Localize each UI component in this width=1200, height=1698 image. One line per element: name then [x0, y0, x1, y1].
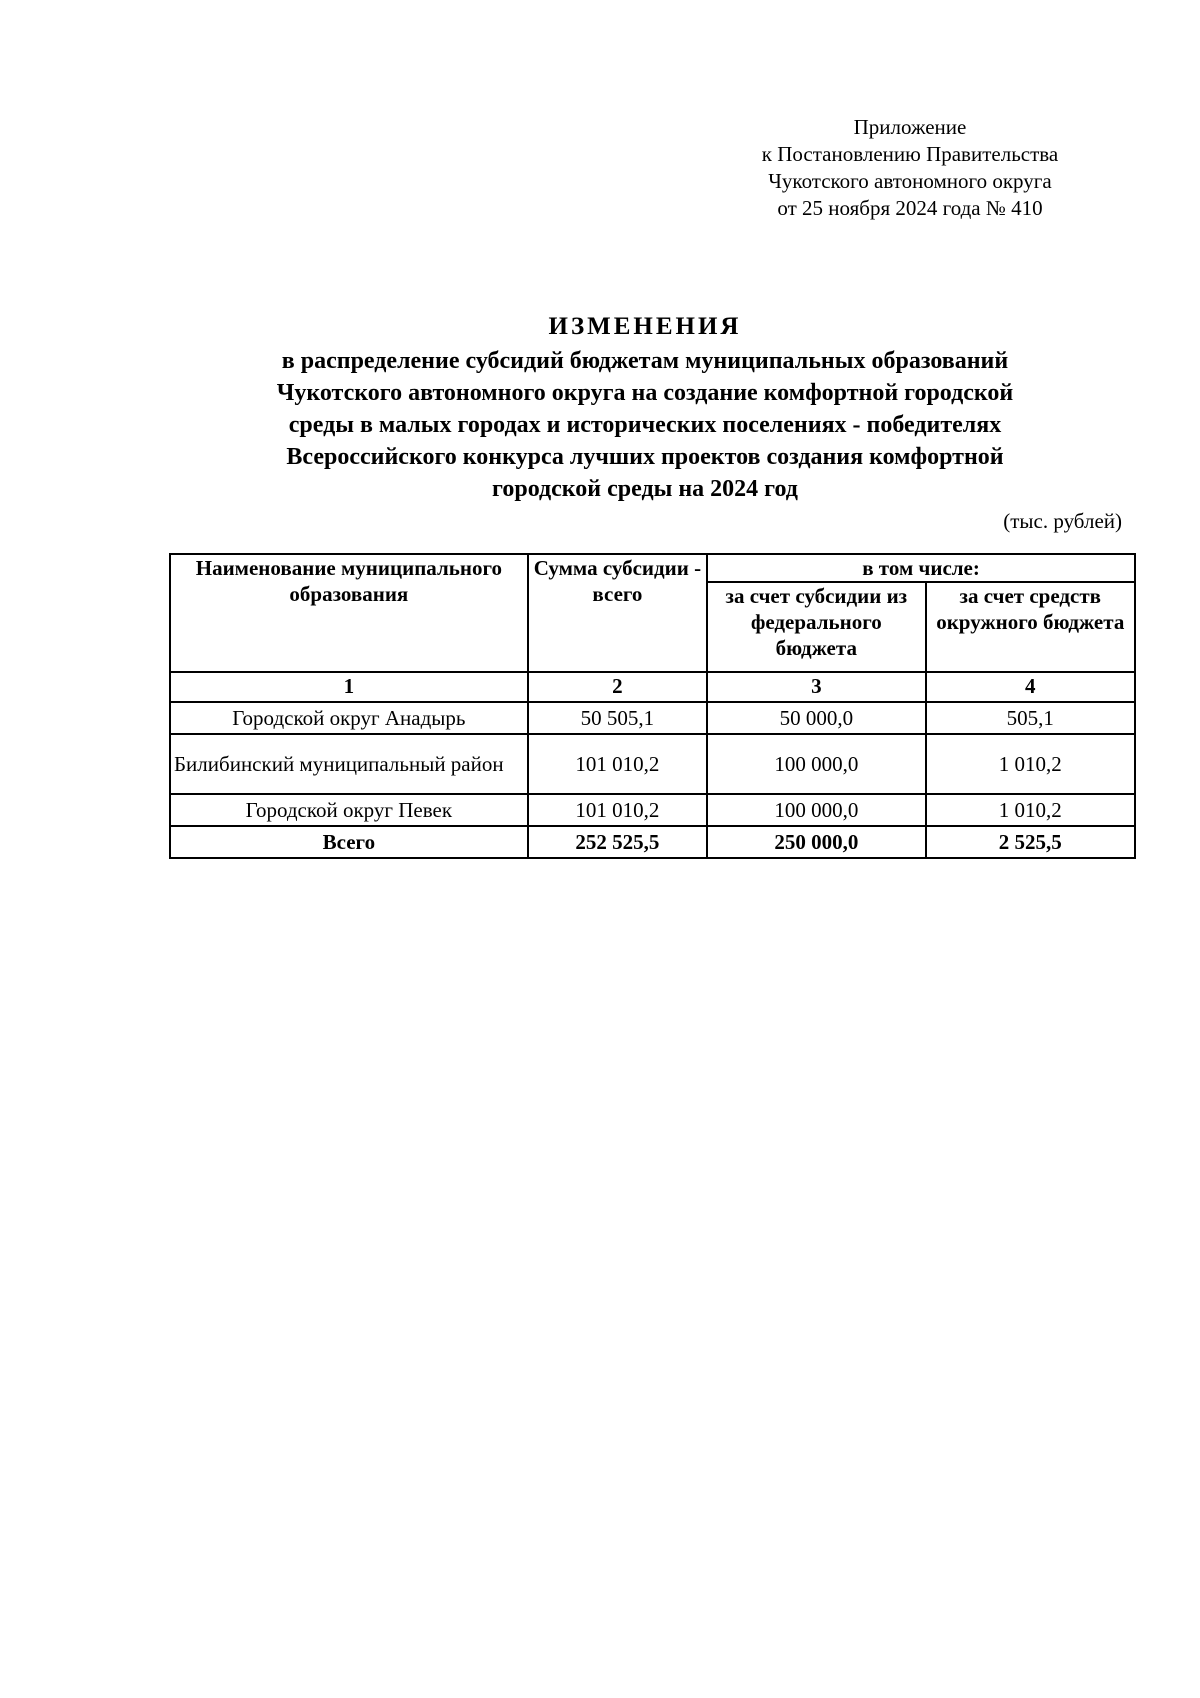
- regional-amount: 1 010,2: [926, 794, 1135, 826]
- column-number: 4: [926, 672, 1135, 702]
- federal-amount: 100 000,0: [707, 794, 925, 826]
- table-row: [170, 734, 1135, 794]
- column-number: 3: [707, 672, 925, 702]
- column-number: 2: [528, 672, 707, 702]
- regional-amount: 505,1: [926, 702, 1135, 734]
- header-regional: за счет средств окружного бюджета: [926, 582, 1135, 672]
- subtitle-line: городской среды на 2024 год: [492, 476, 798, 502]
- units-label: (тыс. рублей): [1003, 509, 1122, 533]
- table-row: [170, 702, 1135, 734]
- table-row: [170, 794, 1135, 826]
- header-federal: за счет субсидии из федерального бюджета: [707, 582, 925, 672]
- appendix-line: от 25 ноября 2024 года № 410: [777, 196, 1043, 220]
- appendix-line: Чукотского автономного округа: [768, 169, 1052, 193]
- subtitle-line: в распределение субсидий бюджетам муниципальных образований: [281, 348, 1009, 374]
- document-subtitle: [150, 345, 1140, 505]
- municipality-name: Билибинский муниципальный район: [170, 734, 528, 794]
- grand-regional-amount: 2 525,5: [926, 826, 1135, 858]
- total-label: Всего: [170, 826, 528, 858]
- subsidy-table: [169, 553, 1136, 859]
- total-amount: 50 505,1: [528, 702, 707, 734]
- regional-amount: 1 010,2: [926, 734, 1135, 794]
- document-title: ИЗМЕНЕНИЯ: [548, 313, 742, 340]
- header-including: в том числе:: [707, 554, 1135, 582]
- subtitle-line: Чукотского автономного округа на создание комфортной городской: [276, 380, 1014, 406]
- appendix-block: [720, 114, 1100, 222]
- column-number-row: [170, 672, 1135, 702]
- header-total: Сумма субсидии - всего: [528, 554, 707, 672]
- appendix-line: к Постановлению Правительства: [761, 142, 1059, 166]
- total-amount: 101 010,2: [528, 734, 707, 794]
- municipality-name: Городской округ Анадырь: [170, 702, 528, 734]
- federal-amount: 50 000,0: [707, 702, 925, 734]
- grand-federal-amount: 250 000,0: [707, 826, 925, 858]
- municipality-name: Городской округ Певек: [170, 794, 528, 826]
- subtitle-line: Всероссийского конкурса лучших проектов создания комфортной: [286, 444, 1004, 470]
- column-number: 1: [170, 672, 528, 702]
- subtitle-line: среды в малых городах и исторических поселениях - победителях: [288, 412, 1002, 438]
- grand-total-amount: 252 525,5: [528, 826, 707, 858]
- appendix-line: Приложение: [853, 115, 967, 139]
- total-amount: 101 010,2: [528, 794, 707, 826]
- total-row: [170, 826, 1135, 858]
- header-name: Наименование муниципального образования: [170, 554, 528, 672]
- federal-amount: 100 000,0: [707, 734, 925, 794]
